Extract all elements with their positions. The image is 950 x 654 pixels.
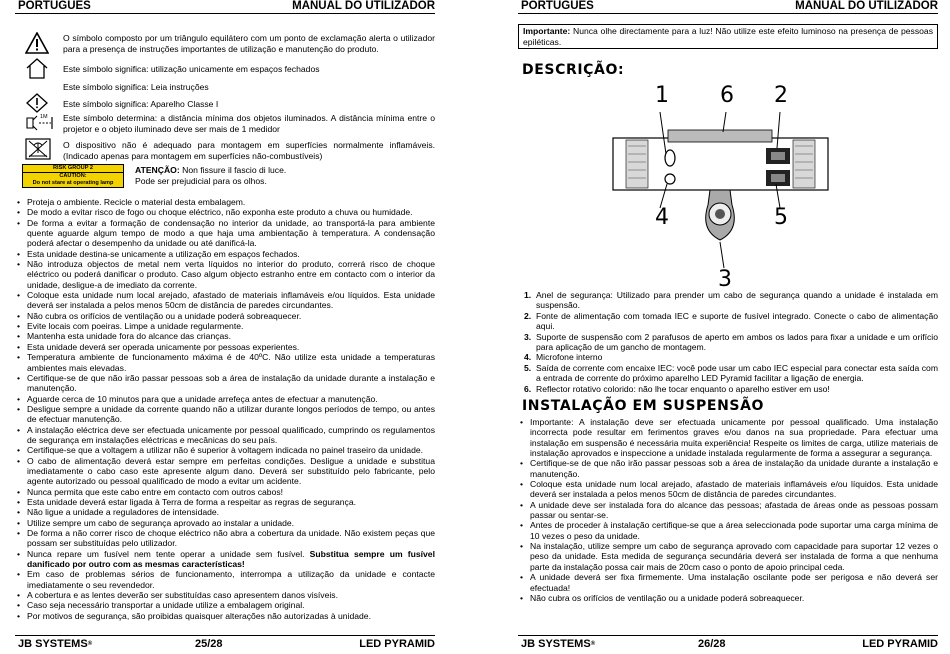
list-item: • Por motivos de segurança, são proibidas quaisquer alterações não autorizadas à unidade. xyxy=(15,611,435,621)
important-label: Importante: xyxy=(523,26,571,36)
list-item: • Aguarde cerca de 10 minutos para que a unidade arrefeça antes de efectuar a manutenção. xyxy=(15,394,435,404)
footer-product: LED PYRAMID xyxy=(862,638,938,650)
attention-note xyxy=(135,165,286,186)
list-item: • A unidade deverá ser fixa firmemente. Uma instalação oscilante pode ser perigosa e não deverá ser efectuada! xyxy=(518,572,938,593)
distance-mark: 1M xyxy=(40,114,48,120)
list-item xyxy=(518,384,938,394)
item-text: Microfone interno xyxy=(536,352,603,363)
symbol-text-class: Este símbolo significa: Aparelho Classe I xyxy=(63,99,219,109)
list-item: • Esta unidade destina-se unicamente a utilização em espaços fechados. xyxy=(15,249,435,259)
fuse-text: Nunca repare um fusível nem tente operar a unidade sem fusível. xyxy=(27,548,310,559)
fuse-text-bold: Substitua sempre um fusível danificado por outro com as mesmas características! xyxy=(27,548,435,570)
indoor-house-icon xyxy=(25,57,49,84)
safety-bullets xyxy=(15,197,435,621)
list-item: • O cabo de alimentação deverá estar sempre em perfeitas condições. Desligue a unidade e substitua imediatamente o cabo caso este apresente algum dano. Deverá ser substituído pelo fabricante, pelo agente autorizado ou pessoal qualificado de modo a evitar um acidente. xyxy=(15,456,435,487)
install-bullets xyxy=(518,417,938,603)
header-language: PORTUGUÊS xyxy=(521,0,594,12)
flammable-surface-icon xyxy=(25,138,51,165)
footer-product: LED PYRAMID xyxy=(359,638,435,650)
min-distance-icon xyxy=(25,114,55,137)
item-text: Anel de segurança: Utilizado para prender um cabo de segurança quando a unidade é instalada em suspensão. xyxy=(536,290,938,311)
footer-brand xyxy=(521,636,595,652)
symbol-text-indoor: Este símbolo significa: utilização unicamente em espaços fechados xyxy=(63,64,320,74)
list-item: • Importante: A instalação deve ser efectuada unicamente por pessoal qualificado. Uma instalação incorrecta pode resultar em ferimentos graves e/ou danos na sua propriedade. Para efectuar uma instalação em suspensão é necessária muita experiência! Respeite os limites de carga, utilize materiais de instalação aprovados e inspeccione a unidade instalada regularmente de forma a assegurar a segurança. xyxy=(518,417,938,458)
item-number: 3. xyxy=(524,331,532,342)
brand-name: JB SYSTEMS xyxy=(18,638,88,650)
list-item xyxy=(518,352,938,362)
list-item: • Desligue sempre a unidade da corrente quando não a utilizar durante longos períodos de tempo, ou antes de efectuar manutenção. xyxy=(15,404,435,425)
page-header xyxy=(15,0,435,14)
list-item: • Mantenha esta unidade fora do alcance das crianças. xyxy=(15,331,435,341)
right-page xyxy=(518,0,938,654)
list-item: • A unidade deve ser instalada fora do alcance das pessoas; afastada de áreas onde as pessoas possam passar ou sentar-se. xyxy=(518,500,938,521)
page-number: 26/28 xyxy=(698,638,726,650)
list-item: • A instalação eléctrica deve ser efectuada unicamente por pessoal qualificado, cumprindo os regulamentos de segurança em instalações eléctricas e mecânicas do seu país. xyxy=(15,425,435,446)
list-item: • Não introduza objectos de metal nem verta líquidos no interior do produto, correrá risco de choque eléctrico ou poderá danificar o produto. Caso algum objecto estranho entre em contacto com o interior da unidade, desligue-a de imediato da corrente. xyxy=(15,259,435,290)
header-language: PORTUGUÊS xyxy=(18,0,91,12)
list-item: • Coloque esta unidade num local arejado, afastado de materiais inflamáveis e/ou líquidos. Esta unidade deverá ser instalada a pelos menos 50cm de distância de paredes circundantes. xyxy=(15,290,435,311)
list-item: • Esta unidade deverá estar ligada à Terra de forma a respeitar as regras de segurança. xyxy=(15,497,435,507)
list-item: • Caso seja necessário transportar a unidade utilize a embalagem original. xyxy=(15,600,435,610)
item-number: 6. xyxy=(524,383,532,394)
list-item xyxy=(518,290,938,311)
page-header xyxy=(518,0,938,14)
list-item: • Nunca permita que este cabo entre em contacto com outros cabos! xyxy=(15,487,435,497)
symbol-text-flammable: O dispositivo não é adequado para montagem em superfícies normalmente inflamáveis. (Indicado apenas para montagem em superfícies não-combustíveis) xyxy=(63,140,435,161)
list-item: • Certifique-se que a voltagem a utilizar não é superior à voltagem indicada no painel traseiro da unidade. xyxy=(15,445,435,455)
item-text: Fonte de alimentação com tomada IEC e suporte de fusível integrado. Conecte o cabo de alimentação aqui. xyxy=(536,310,938,332)
callout-1: 1 xyxy=(655,83,669,108)
risk-caution-text: Do not stare at operating lamp xyxy=(32,179,114,186)
item-number: 2. xyxy=(524,310,532,321)
callout-3: 3 xyxy=(718,267,732,292)
page-footer xyxy=(15,635,435,653)
header-title: MANUAL DO UTILIZADOR xyxy=(795,0,938,12)
item-text: Saída de corrente com encaixe IEC: você pode usar um cabo IEC especial para conectar esta saída com a entrada de corrente do próximo aparelho LED Pyramid facilitar a ligação de energia. xyxy=(536,362,938,384)
item-text: Suporte de suspensão com 2 parafusos de aperto em ambos os lados para fixar a unidade e um orifício para aplicação de um gancho de montagem. xyxy=(536,331,938,353)
callout-5: 5 xyxy=(774,205,788,230)
callout-2: 2 xyxy=(774,83,788,108)
list-item: • Coloque esta unidade num local arejado, afastado de materiais inflamáveis e/ou líquidos. Esta unidade deverá ser instalada a pelos menos 50cm de distância de paredes circundantes. xyxy=(518,479,938,500)
header-title: MANUAL DO UTILIZADOR xyxy=(292,0,435,12)
registered-mark: ® xyxy=(87,641,93,647)
symbol-text-distance: Este símbolo determina: a distância mínima dos objetos iluminados. A distância mínima entre o projetor e o objeto iluminado deve ser mais de 1 medidor xyxy=(63,113,435,134)
attention-label: ATENÇÃO: xyxy=(135,165,180,175)
risk-group-label xyxy=(22,164,124,188)
list-item: • Na instalação, utilize sempre um cabo de segurança aprovado com capacidade para suportar 12 vezes o peso da unidade. Esta medida de segurança secundária deverá ser instalada de forma a que nenhuma parte da instalação possa cair mais de 20cm caso o ponto de apoio principal ceda. xyxy=(518,541,938,572)
risk-caution: CAUTION: xyxy=(59,172,87,179)
page-number: 25/28 xyxy=(195,638,223,650)
list-item-fuse xyxy=(15,549,435,570)
list-item: • De forma a evitar a formação de condensação no interior da unidade, ao transportá-la para ambiente quente aguarde algum tempo de modo a que haja uma ambientação à temperatura. A condensação poderá afectar o desempenho da unidade ou até danificá-la. xyxy=(15,218,435,249)
list-item: • Antes de proceder à instalação certifique-se que a área seleccionada pode suportar uma carga mínima de 10 vezes o peso da unidade. xyxy=(518,520,938,541)
attention-line1: Non fissure il fascio di luce. xyxy=(179,165,287,175)
list-item: • Proteja o ambiente. Recicle o material desta embalagem. xyxy=(15,197,435,207)
list-item: • Em caso de problemas sérios de funcionamento, interrompa a utilização da unidade e contacte imediatamente o seu revendedor. xyxy=(15,569,435,590)
warning-triangle-icon xyxy=(25,32,49,59)
item-text: Reflector rotativo colorido: não lhe tocar enquanto o aparelho estiver em uso! xyxy=(536,383,830,394)
left-page xyxy=(15,0,435,654)
footer-brand xyxy=(18,636,92,652)
list-item: • Utilize sempre um cabo de segurança aprovado ao instalar a unidade. xyxy=(15,518,435,528)
registered-mark: ® xyxy=(590,641,596,647)
list-item: • A cobertura e as lentes deverão ser substituídas caso apresentem danos visíveis. xyxy=(15,590,435,600)
section-title-instalacao: INSTALAÇÃO EM SUSPENSÃO xyxy=(522,398,765,414)
list-item: • Certifique-se de que não irão passar pessoas sob a área de instalação da unidade durante a instalação e manutenção. xyxy=(15,373,435,394)
list-item: • Evite locais com poeiras. Limpe a unidade regularmente. xyxy=(15,321,435,331)
item-number: 5. xyxy=(524,362,532,373)
list-item: • De forma a não correr risco de choque eléctrico não abra a cobertura da unidade. Não existem peças que possam ser substituídas pelo utilizador. xyxy=(15,528,435,549)
device-diagram xyxy=(518,80,938,290)
symbol-text-warning: O símbolo composto por um triângulo equilátero com um ponto de exclamação alerta o utilizador para a presença de instruções importantes de utilização e manutenção do produto. xyxy=(63,33,435,54)
important-box xyxy=(518,24,938,49)
list-item xyxy=(518,332,938,353)
section-title-descricao: DESCRIÇÃO: xyxy=(522,62,625,78)
brand-name: JB SYSTEMS xyxy=(521,638,591,650)
important-text: Nunca olhe directamente para a luz! Não utilize este efeito luminoso na presença de pessoas epiléticas. xyxy=(523,26,933,47)
list-item: • Esta unidade deverá ser operada unicamente por pessoas experientes. xyxy=(15,342,435,352)
symbol-text-instructions: Este símbolo significa: Leia instruções xyxy=(63,82,209,92)
description-list xyxy=(518,290,938,394)
page-footer xyxy=(518,635,938,653)
list-item: • Não cubra os orifícios de ventilação ou a unidade poderá sobreaquecer. xyxy=(15,311,435,321)
list-item: • Temperatura ambiente de funcionamento máxima é de 40ºC. Não utilize esta unidade a temperaturas ambientes mais elevadas. xyxy=(15,352,435,373)
list-item: • Não ligue a unidade a reguladores de intensidade. xyxy=(15,507,435,517)
list-item xyxy=(518,311,938,332)
item-number: 4. xyxy=(524,352,532,363)
list-item: • De modo a evitar risco de fogo ou choque eléctrico, não exponha este produto a chuva ou humidade. xyxy=(15,207,435,217)
attention-line2: Pode ser prejudicial para os olhos. xyxy=(135,175,267,186)
callout-4: 4 xyxy=(655,205,669,230)
item-number: 1. xyxy=(524,290,532,300)
risk-group-title: RISK GROUP 2 xyxy=(23,165,123,173)
list-item xyxy=(518,363,938,384)
callout-6: 6 xyxy=(720,83,734,108)
list-item: • Não cubra os orifícios de ventilação ou a unidade poderá sobreaquecer. xyxy=(518,593,938,603)
list-item: • Certifique-se de que não irão passar pessoas sob a área de instalação da unidade durante a instalação e manutenção. xyxy=(518,458,938,479)
